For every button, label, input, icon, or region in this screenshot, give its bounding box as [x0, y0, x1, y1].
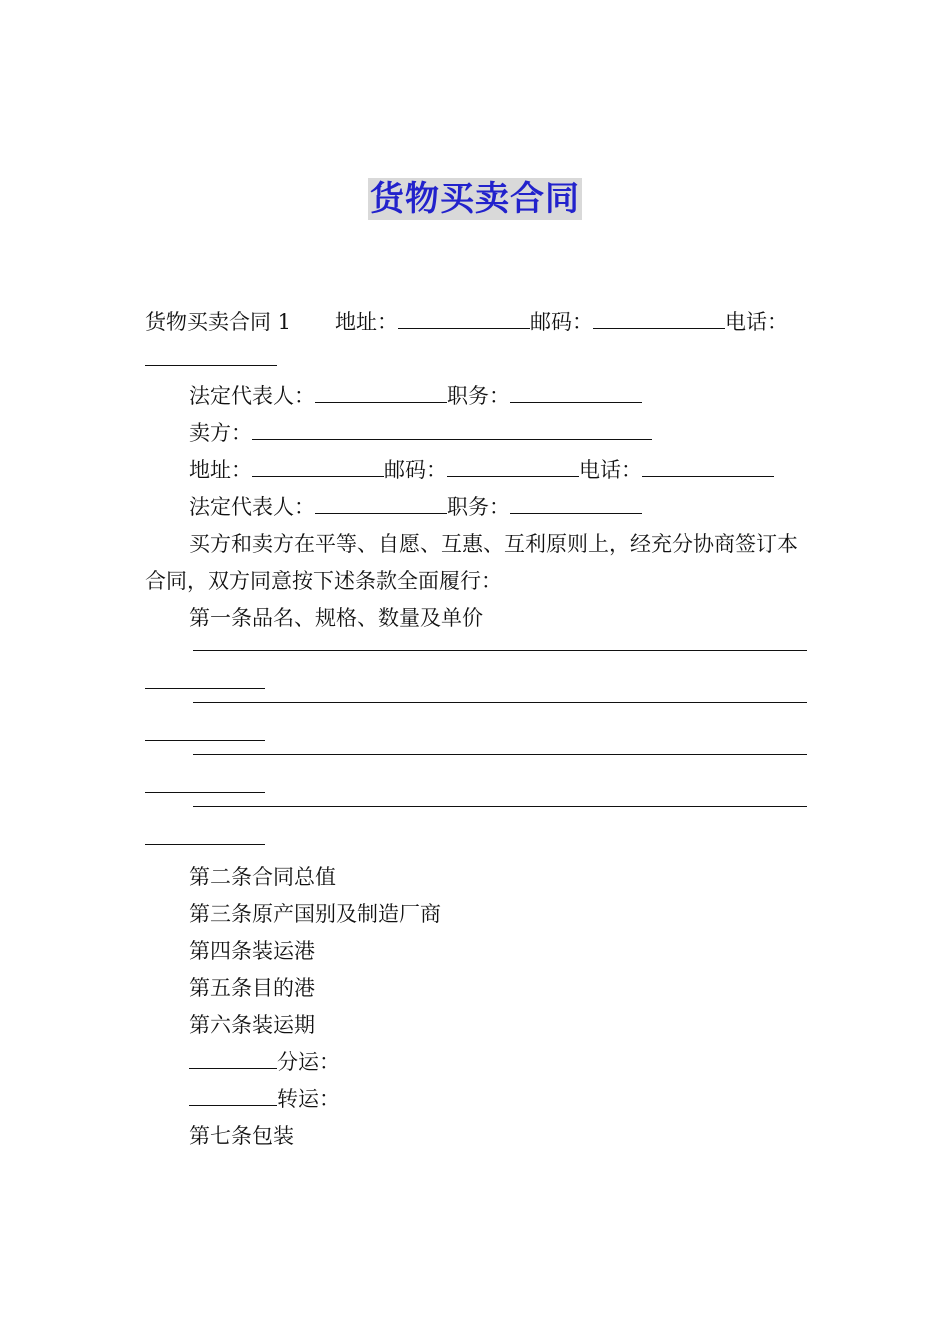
address-blank	[398, 307, 530, 329]
contract-heading: 货物买卖合同 1	[145, 310, 292, 334]
postcode-label: 邮码：	[384, 458, 447, 482]
legal-rep-blank	[315, 492, 447, 514]
article-2-heading: 第二条合同总值	[189, 865, 336, 889]
address-label: 地址：	[189, 458, 252, 482]
buyer-rep-line	[145, 378, 807, 415]
postcode-blank	[447, 455, 579, 477]
blank-line-continuation	[145, 843, 265, 845]
seller-blank	[252, 418, 652, 440]
blank-line	[193, 701, 807, 703]
transshipment-blank	[189, 1084, 277, 1106]
article-6-heading: 第六条装运期	[189, 1013, 315, 1037]
intro-paragraph: 买方和卖方在平等、自愿、互惠、互利原则上，经充分协商签订本合同，双方同意按下述条款全面履行：	[145, 532, 798, 593]
article-7-heading: 第七条包装	[189, 1124, 294, 1148]
header-line	[145, 304, 807, 378]
position-label: 职务：	[447, 384, 510, 408]
article-1-blanks	[145, 649, 807, 845]
partial-shipment-label: 分运：	[277, 1050, 340, 1074]
position-blank	[510, 381, 642, 403]
document-title: 货物买卖合同	[370, 179, 580, 219]
address-blank	[252, 455, 384, 477]
legal-rep-label: 法定代表人：	[189, 495, 315, 519]
seller-rep-line	[145, 489, 807, 526]
blank-line-continuation	[145, 739, 265, 741]
blank-line-continuation	[145, 687, 265, 689]
transshipment-line	[145, 1081, 807, 1118]
transshipment-label: 转运：	[277, 1087, 340, 1111]
phone-label: 电话：	[725, 310, 789, 334]
postcode-label: 邮码：	[530, 310, 594, 334]
position-label: 职务：	[447, 495, 510, 519]
article-1-heading: 第一条品名、规格、数量及单价	[189, 606, 483, 630]
article-4-heading: 第四条装运港	[189, 939, 315, 963]
postcode-blank	[593, 307, 725, 329]
blank-line	[193, 753, 807, 755]
phone-label: 电话：	[579, 458, 642, 482]
partial-shipment-blank	[189, 1047, 277, 1069]
partial-shipment-line	[145, 1044, 807, 1081]
legal-rep-blank	[315, 381, 447, 403]
blank-line	[193, 805, 807, 807]
blank-line	[193, 649, 807, 651]
phone-blank	[145, 344, 277, 366]
article-3-heading: 第三条原产国别及制造厂商	[189, 902, 441, 926]
address-label: 地址：	[335, 310, 399, 334]
document-body	[145, 304, 807, 1155]
seller-label: 卖方：	[189, 421, 252, 445]
seller-line	[145, 415, 807, 452]
title-container	[0, 178, 950, 220]
article-5-heading: 第五条目的港	[189, 976, 315, 1000]
phone-blank	[642, 455, 774, 477]
blank-line-continuation	[145, 791, 265, 793]
position-blank	[510, 492, 642, 514]
legal-rep-label: 法定代表人：	[189, 384, 315, 408]
seller-contact-line	[145, 452, 807, 489]
